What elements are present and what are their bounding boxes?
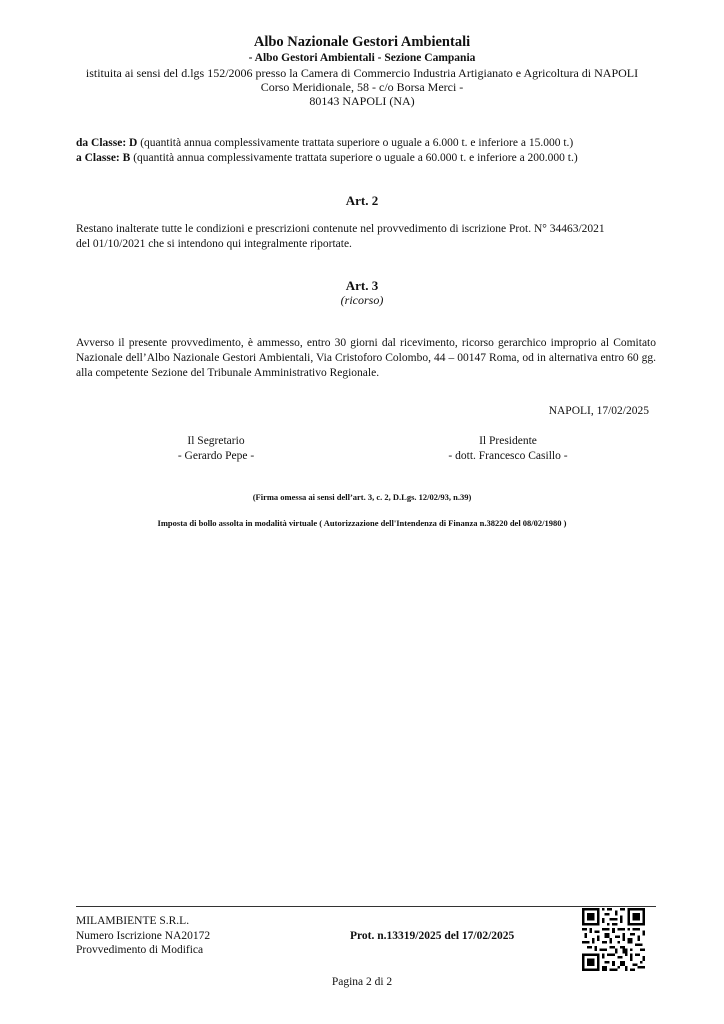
class-to-label: a Classe: B <box>76 152 131 164</box>
signature-president <box>408 434 608 464</box>
art3-heading: Art. 3 <box>345 278 379 293</box>
art3-text: Avverso il presente provvedimento, è ammesso, entro 30 giorni dal ricevimento, ricorso gerarchico improprio al Comitato Nazionale dell’Albo Nazionale Gestori Ambientali, Via Cristoforo Colombo, 44 – 00147 Roma, od in alternativa entro 60 gg. alla competente Sezione del Tribunale Amministrativo Regionale. <box>76 337 656 379</box>
header-line-1: istituita ai sensi del d.lgs 152/2006 presso la Camera di Commercio Industria Artigianato e Agricoltura di NAPOLI <box>85 66 639 80</box>
president-role: Il Presidente <box>479 435 537 447</box>
class-from-label: da Classe: D <box>76 137 138 149</box>
footer-registration-number: Numero Iscrizione NA20172 <box>76 929 211 942</box>
stamp-duty-note: Imposta di bollo assolta in modalità virtuale ( Autorizzazione dell'Intendenza di Finanza n.38220 del 08/02/1980 ) <box>157 518 567 528</box>
secretary-role: Il Segretario <box>187 435 245 447</box>
qr-code-icon <box>582 908 645 971</box>
footer-divider <box>76 906 656 907</box>
footer-document-type: Provvedimento di Modifica <box>76 944 204 956</box>
secretary-name: - Gerardo Pepe - <box>177 450 255 462</box>
art2-text-line-2: del 01/10/2021 che si intendono qui integralmente riportate. <box>76 238 352 250</box>
header-title: Albo Nazionale Gestori Ambientali <box>253 34 471 50</box>
footer-company: MILAMBIENTE S.R.L. <box>76 915 190 927</box>
class-from-text: (quantità annua complessivamente trattata superiore o uguale a 6.000 t. e inferiore a 15.000 t.) <box>137 137 574 149</box>
class-from <box>76 136 578 151</box>
header-line-3: 80143 NAPOLI (NA) <box>309 94 415 108</box>
art2-heading: Art. 2 <box>345 193 379 208</box>
page-number: Pagina 2 di 2 <box>331 976 393 988</box>
class-to-text: (quantità annua complessivamente trattata superiore o uguale a 60.000 t. e inferiore a 200.000 t.) <box>130 152 578 164</box>
signature-omitted-note: (Firma omessa ai sensi dell’art. 3, c. 2, D.Lgs. 12/02/93, n.39) <box>252 492 472 502</box>
header-line-2: Corso Meridionale, 58 - c/o Borsa Merci - <box>260 80 464 94</box>
place-date: NAPOLI, 17/02/2025 <box>548 405 649 417</box>
footer-protocol: Prot. n.13319/2025 del 17/02/2025 <box>350 930 515 942</box>
president-name: - dott. Francesco Casillo - <box>448 450 568 462</box>
class-change <box>76 136 578 166</box>
header-subtitle: - Albo Gestori Ambientali - Sezione Campania <box>248 52 476 64</box>
class-to <box>76 151 578 166</box>
art3-subheading: (ricorso) <box>340 293 384 307</box>
footer-company-info <box>76 914 210 958</box>
signature-secretary <box>116 434 316 464</box>
art2-text <box>76 222 656 252</box>
art2-text-line-1: Restano inalterate tutte le condizioni e prescrizioni contenute nel provvedimento di iscrizione Prot. N° 34463/2021 <box>76 223 605 235</box>
